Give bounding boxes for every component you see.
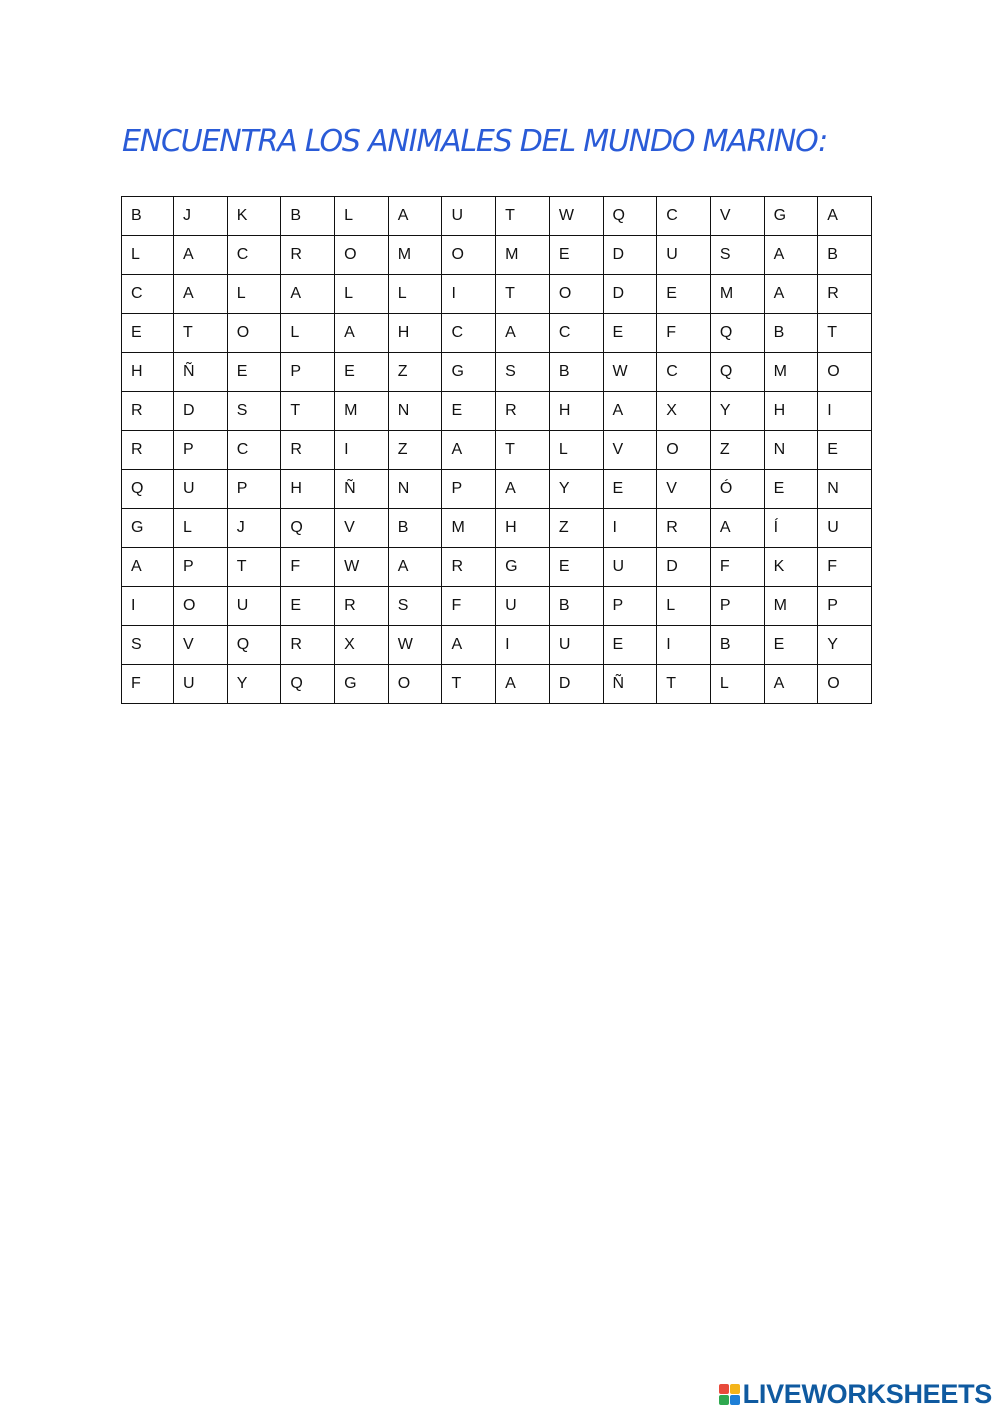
- grid-cell[interactable]: O: [388, 665, 442, 704]
- grid-cell[interactable]: Q: [122, 470, 174, 509]
- grid-cell[interactable]: R: [281, 431, 335, 470]
- grid-cell[interactable]: D: [603, 275, 657, 314]
- grid-cell[interactable]: B: [710, 626, 764, 665]
- grid-cell[interactable]: E: [818, 431, 872, 470]
- grid-cell[interactable]: P: [227, 470, 281, 509]
- grid-cell[interactable]: O: [818, 665, 872, 704]
- grid-cell[interactable]: E: [657, 275, 711, 314]
- grid-cell[interactable]: A: [442, 626, 496, 665]
- grid-cell[interactable]: E: [764, 626, 818, 665]
- grid-cell[interactable]: F: [122, 665, 174, 704]
- grid-cell[interactable]: C: [549, 314, 603, 353]
- grid-cell[interactable]: Z: [710, 431, 764, 470]
- grid-cell[interactable]: O: [227, 314, 281, 353]
- grid-cell[interactable]: V: [335, 509, 389, 548]
- grid-cell[interactable]: J: [174, 197, 228, 236]
- grid-cell[interactable]: V: [174, 626, 228, 665]
- grid-cell[interactable]: A: [335, 314, 389, 353]
- grid-row: [122, 470, 872, 509]
- grid-cell[interactable]: R: [818, 275, 872, 314]
- grid-cell[interactable]: Ñ: [174, 353, 228, 392]
- grid-cell[interactable]: A: [764, 665, 818, 704]
- grid-cell[interactable]: B: [818, 236, 872, 275]
- grid-cell[interactable]: U: [496, 587, 550, 626]
- grid-cell[interactable]: Q: [710, 314, 764, 353]
- grid-cell[interactable]: V: [603, 431, 657, 470]
- logo-icon-tile: [730, 1384, 740, 1394]
- grid-row: [122, 626, 872, 665]
- grid-cell[interactable]: L: [335, 197, 389, 236]
- grid-cell[interactable]: Y: [549, 470, 603, 509]
- grid-cell[interactable]: F: [818, 548, 872, 587]
- grid-cell[interactable]: A: [496, 470, 550, 509]
- grid-cell[interactable]: H: [764, 392, 818, 431]
- grid-cell[interactable]: B: [122, 197, 174, 236]
- liveworksheets-icon: [719, 1384, 740, 1405]
- grid-cell[interactable]: N: [818, 470, 872, 509]
- grid-cell[interactable]: T: [496, 275, 550, 314]
- grid-cell[interactable]: P: [174, 431, 228, 470]
- grid-cell[interactable]: X: [657, 392, 711, 431]
- grid-cell[interactable]: A: [174, 236, 228, 275]
- grid-cell[interactable]: A: [388, 548, 442, 587]
- grid-cell[interactable]: M: [335, 392, 389, 431]
- grid-cell[interactable]: T: [496, 197, 550, 236]
- grid-cell[interactable]: A: [281, 275, 335, 314]
- grid-cell[interactable]: Ñ: [603, 665, 657, 704]
- grid-cell[interactable]: H: [388, 314, 442, 353]
- grid-cell[interactable]: V: [657, 470, 711, 509]
- grid-cell[interactable]: E: [122, 314, 174, 353]
- grid-cell[interactable]: I: [818, 392, 872, 431]
- grid-cell[interactable]: E: [442, 392, 496, 431]
- grid-cell[interactable]: S: [710, 236, 764, 275]
- grid-cell[interactable]: Ó: [710, 470, 764, 509]
- grid-cell[interactable]: B: [764, 314, 818, 353]
- grid-cell[interactable]: E: [335, 353, 389, 392]
- grid-cell[interactable]: I: [442, 275, 496, 314]
- grid-cell[interactable]: T: [281, 392, 335, 431]
- grid-cell[interactable]: J: [227, 509, 281, 548]
- grid-cell[interactable]: L: [710, 665, 764, 704]
- grid-cell[interactable]: W: [388, 626, 442, 665]
- grid-row: [122, 587, 872, 626]
- grid-cell[interactable]: P: [710, 587, 764, 626]
- logo-icon-tile: [719, 1384, 729, 1394]
- grid-cell[interactable]: T: [174, 314, 228, 353]
- grid-cell[interactable]: Q: [281, 509, 335, 548]
- grid-cell[interactable]: T: [818, 314, 872, 353]
- grid-row: [122, 509, 872, 548]
- grid-row: [122, 236, 872, 275]
- grid-cell[interactable]: C: [442, 314, 496, 353]
- grid-cell[interactable]: C: [657, 197, 711, 236]
- grid-cell[interactable]: L: [227, 275, 281, 314]
- grid-row: [122, 392, 872, 431]
- grid-cell[interactable]: P: [442, 470, 496, 509]
- grid-cell[interactable]: U: [174, 470, 228, 509]
- word-search-grid-body: [122, 197, 872, 704]
- grid-cell[interactable]: G: [764, 197, 818, 236]
- logo-icon-tile: [719, 1395, 729, 1405]
- grid-cell[interactable]: L: [335, 275, 389, 314]
- grid-cell[interactable]: A: [174, 275, 228, 314]
- grid-row: [122, 353, 872, 392]
- word-search-grid: [121, 196, 872, 704]
- grid-cell[interactable]: G: [496, 548, 550, 587]
- grid-cell[interactable]: Q: [227, 626, 281, 665]
- grid-cell[interactable]: R: [335, 587, 389, 626]
- grid-cell[interactable]: H: [496, 509, 550, 548]
- grid-cell[interactable]: N: [388, 392, 442, 431]
- grid-cell[interactable]: S: [496, 353, 550, 392]
- grid-cell[interactable]: R: [122, 431, 174, 470]
- grid-cell[interactable]: A: [710, 509, 764, 548]
- grid-cell[interactable]: L: [122, 236, 174, 275]
- grid-cell[interactable]: C: [227, 431, 281, 470]
- grid-cell[interactable]: D: [657, 548, 711, 587]
- grid-cell[interactable]: Y: [710, 392, 764, 431]
- grid-cell[interactable]: L: [388, 275, 442, 314]
- grid-cell[interactable]: L: [549, 431, 603, 470]
- grid-cell[interactable]: R: [122, 392, 174, 431]
- grid-cell[interactable]: I: [603, 509, 657, 548]
- grid-cell[interactable]: W: [335, 548, 389, 587]
- grid-row: [122, 197, 872, 236]
- grid-cell[interactable]: U: [227, 587, 281, 626]
- grid-cell[interactable]: F: [442, 587, 496, 626]
- grid-cell[interactable]: U: [549, 626, 603, 665]
- grid-cell[interactable]: A: [496, 665, 550, 704]
- grid-cell[interactable]: I: [122, 587, 174, 626]
- grid-cell[interactable]: M: [764, 587, 818, 626]
- grid-cell[interactable]: O: [818, 353, 872, 392]
- grid-cell[interactable]: M: [388, 236, 442, 275]
- grid-cell[interactable]: A: [764, 275, 818, 314]
- grid-cell[interactable]: T: [227, 548, 281, 587]
- grid-cell[interactable]: V: [710, 197, 764, 236]
- grid-cell[interactable]: U: [657, 236, 711, 275]
- grid-cell[interactable]: H: [549, 392, 603, 431]
- grid-cell[interactable]: P: [603, 587, 657, 626]
- grid-cell[interactable]: R: [442, 548, 496, 587]
- grid-cell[interactable]: P: [174, 548, 228, 587]
- grid-cell[interactable]: P: [818, 587, 872, 626]
- grid-cell[interactable]: R: [281, 236, 335, 275]
- grid-cell[interactable]: G: [442, 353, 496, 392]
- grid-cell[interactable]: Q: [281, 665, 335, 704]
- grid-cell[interactable]: F: [281, 548, 335, 587]
- grid-cell[interactable]: I: [657, 626, 711, 665]
- grid-cell[interactable]: C: [657, 353, 711, 392]
- grid-cell[interactable]: Q: [710, 353, 764, 392]
- grid-cell[interactable]: I: [496, 626, 550, 665]
- grid-cell[interactable]: L: [174, 509, 228, 548]
- liveworksheets-logo: [719, 1378, 992, 1410]
- grid-cell[interactable]: O: [549, 275, 603, 314]
- grid-cell[interactable]: F: [657, 314, 711, 353]
- grid-cell[interactable]: I: [335, 431, 389, 470]
- grid-cell[interactable]: A: [122, 548, 174, 587]
- logo-icon-tile: [730, 1395, 740, 1405]
- grid-cell[interactable]: U: [442, 197, 496, 236]
- grid-cell[interactable]: U: [174, 665, 228, 704]
- grid-cell[interactable]: E: [549, 548, 603, 587]
- grid-cell[interactable]: Z: [388, 431, 442, 470]
- grid-cell[interactable]: R: [281, 626, 335, 665]
- grid-cell[interactable]: G: [335, 665, 389, 704]
- grid-cell[interactable]: D: [549, 665, 603, 704]
- grid-cell[interactable]: E: [603, 470, 657, 509]
- grid-row: [122, 548, 872, 587]
- grid-cell[interactable]: C: [227, 236, 281, 275]
- grid-cell[interactable]: L: [657, 587, 711, 626]
- grid-cell[interactable]: N: [388, 470, 442, 509]
- grid-cell[interactable]: O: [174, 587, 228, 626]
- grid-cell[interactable]: A: [603, 392, 657, 431]
- grid-cell[interactable]: B: [388, 509, 442, 548]
- grid-cell[interactable]: A: [388, 197, 442, 236]
- grid-cell[interactable]: T: [657, 665, 711, 704]
- grid-cell[interactable]: A: [496, 314, 550, 353]
- grid-cell[interactable]: U: [603, 548, 657, 587]
- grid-row: [122, 431, 872, 470]
- grid-cell[interactable]: A: [818, 197, 872, 236]
- grid-cell[interactable]: L: [281, 314, 335, 353]
- grid-row: [122, 314, 872, 353]
- grid-cell[interactable]: K: [764, 548, 818, 587]
- grid-cell[interactable]: A: [442, 431, 496, 470]
- grid-row: [122, 275, 872, 314]
- grid-cell[interactable]: Y: [818, 626, 872, 665]
- grid-cell[interactable]: S: [227, 392, 281, 431]
- grid-cell[interactable]: S: [122, 626, 174, 665]
- grid-cell[interactable]: O: [335, 236, 389, 275]
- grid-cell[interactable]: H: [281, 470, 335, 509]
- grid-cell[interactable]: M: [496, 236, 550, 275]
- worksheet-title: ENCUENTRA LOS ANIMALES DEL MUNDO MARINO:: [122, 124, 828, 159]
- grid-cell[interactable]: A: [764, 236, 818, 275]
- grid-cell[interactable]: B: [281, 197, 335, 236]
- grid-cell[interactable]: W: [603, 353, 657, 392]
- grid-cell[interactable]: G: [122, 509, 174, 548]
- grid-cell[interactable]: M: [764, 353, 818, 392]
- grid-cell[interactable]: E: [227, 353, 281, 392]
- grid-cell[interactable]: R: [657, 509, 711, 548]
- grid-cell[interactable]: H: [122, 353, 174, 392]
- grid-cell[interactable]: S: [388, 587, 442, 626]
- grid-cell[interactable]: E: [603, 626, 657, 665]
- grid-cell[interactable]: C: [122, 275, 174, 314]
- grid-cell[interactable]: K: [227, 197, 281, 236]
- grid-cell[interactable]: D: [174, 392, 228, 431]
- grid-cell[interactable]: N: [764, 431, 818, 470]
- grid-cell[interactable]: Z: [388, 353, 442, 392]
- grid-cell[interactable]: Ñ: [335, 470, 389, 509]
- grid-cell[interactable]: W: [549, 197, 603, 236]
- grid-cell[interactable]: Q: [603, 197, 657, 236]
- grid-cell[interactable]: E: [603, 314, 657, 353]
- grid-cell[interactable]: P: [281, 353, 335, 392]
- grid-cell[interactable]: E: [764, 470, 818, 509]
- grid-cell[interactable]: D: [603, 236, 657, 275]
- grid-cell[interactable]: B: [549, 353, 603, 392]
- grid-cell[interactable]: Í: [764, 509, 818, 548]
- grid-cell[interactable]: T: [442, 665, 496, 704]
- grid-cell[interactable]: T: [496, 431, 550, 470]
- grid-cell[interactable]: O: [442, 236, 496, 275]
- grid-cell[interactable]: F: [710, 548, 764, 587]
- grid-cell[interactable]: R: [496, 392, 550, 431]
- grid-cell[interactable]: O: [657, 431, 711, 470]
- grid-cell[interactable]: E: [281, 587, 335, 626]
- grid-cell[interactable]: Z: [549, 509, 603, 548]
- grid-cell[interactable]: E: [549, 236, 603, 275]
- grid-cell[interactable]: X: [335, 626, 389, 665]
- grid-row: [122, 665, 872, 704]
- grid-cell[interactable]: Y: [227, 665, 281, 704]
- grid-cell[interactable]: U: [818, 509, 872, 548]
- grid-cell[interactable]: B: [549, 587, 603, 626]
- liveworksheets-brand-text: LIVEWORKSHEETS: [742, 1378, 992, 1409]
- grid-cell[interactable]: M: [710, 275, 764, 314]
- grid-cell[interactable]: M: [442, 509, 496, 548]
